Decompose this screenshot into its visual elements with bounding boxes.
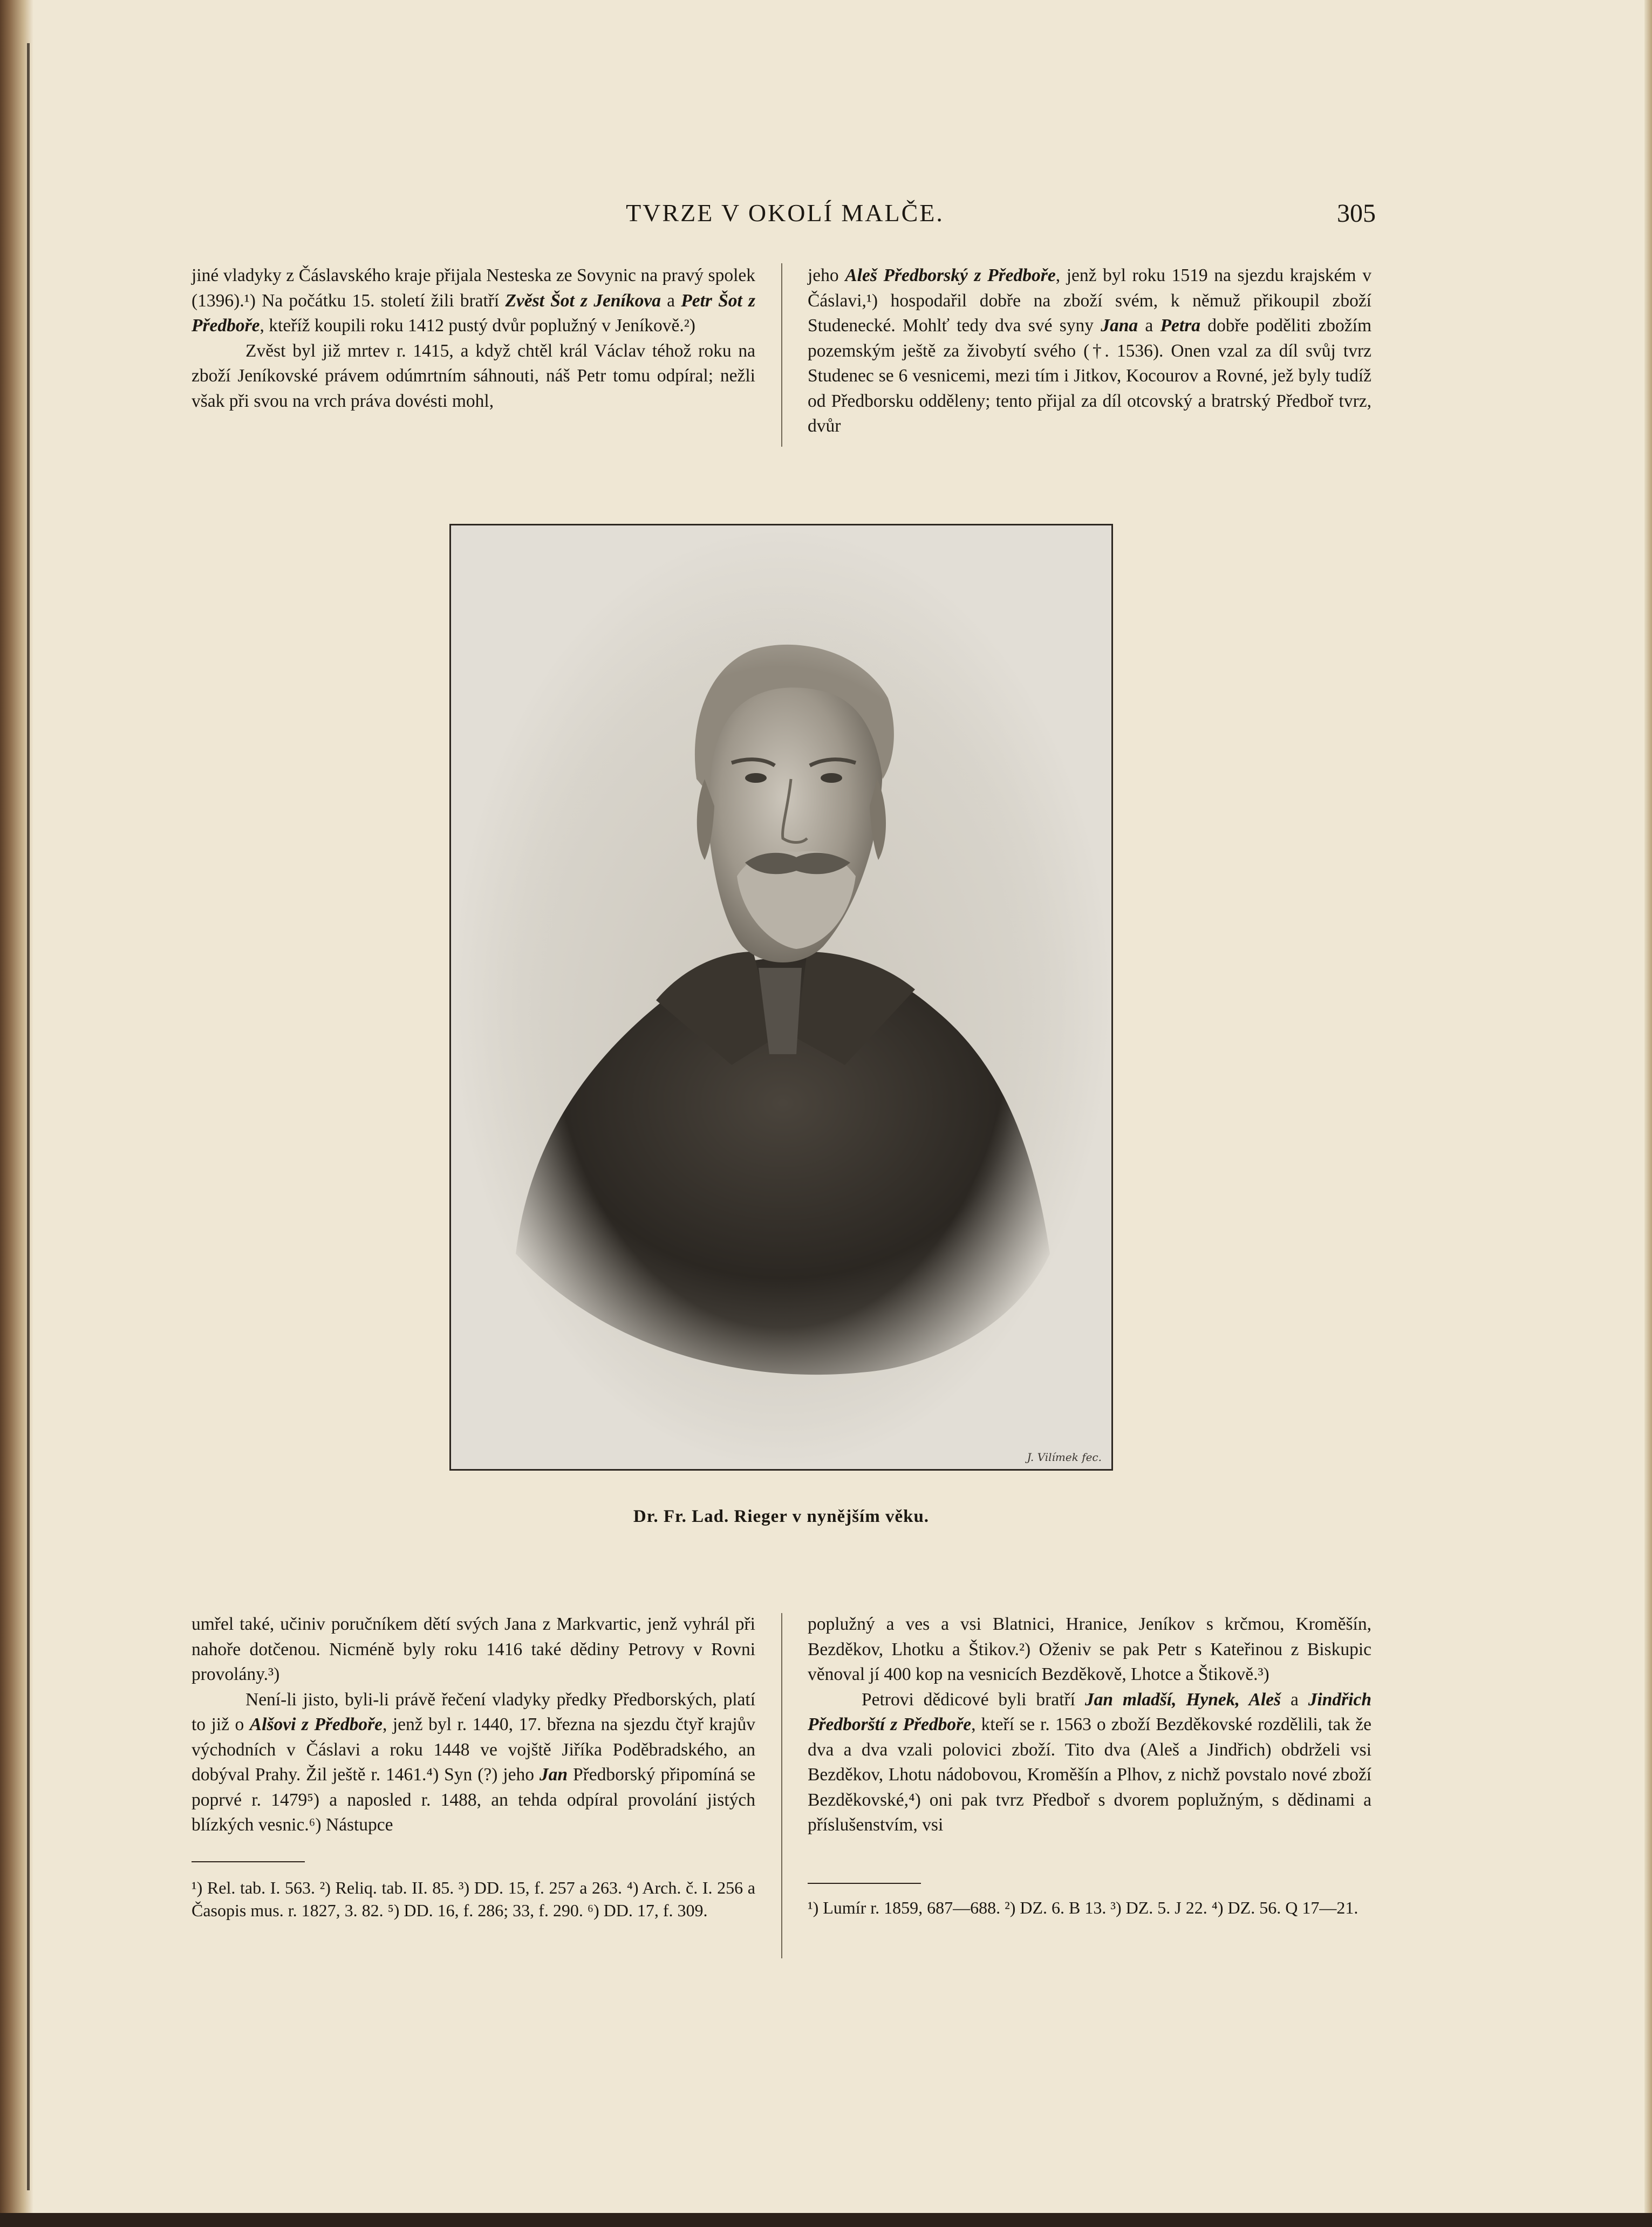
top-left-column: [192, 263, 755, 414]
paragraph: jeho Aleš Předborský z Předboře, jenž byl roku 1519 na sjezdu krajském v Čáslavi,¹) hospodařil dobře na zboží svém, k němuž přikoupil zboží Studenecké. Mohlť tedy dva své syny Jana a Petra dobře poděliti zbožím pozemským ještě za živobytí svého (†. 1536). Onen vzal za díl svůj tvrz Studenec se 6 vesnicemi, mezi tím i Jitkov, Kocourov a Rovné, jež byly tudíž od Předborsku odděleny; tento přijal za díl otcovský a bratrský Předboř tvrz, dvůr: [808, 265, 1372, 436]
footnotes-left: ¹) Rel. tab. I. 563. ²) Reliq. tab. II. 85. ³) DD. 15, f. 257 a 263. ⁴) Arch. č. I. 256 a Časopis mus. r. 1827, 3. 82. ⁵) DD. 16, f. 286; 33, f. 290. ⁶) DD. 17, f. 309.: [192, 1878, 755, 1920]
paragraph: Petrovi dědicové byli bratří Jan mladší, Hynek, Aleš a Jindřich Předborští z Předboře, kteří se r. 1563 o zboží Bezděkovské rozdělili, tak že dva a dva vzali polovici zboží. Tito dva (Aleš a Jindřich) obdrželi vsi Bezděkov, Lhotu nádobovou, Kroměšín a Plhov, z nichž povstalo nové zboží Bezděkovské,⁴) oni pak tvrz Předboř s dvorem poplužným, s dědinami a příslušenstvím, vsi: [808, 1689, 1371, 1835]
top-right-column: [808, 263, 1371, 439]
bottom-left-column: [192, 1612, 755, 1838]
paragraph: Zvěst byl již mrtev r. 1415, a když chtěl král Václav téhož roku na zboží Jeníkovské právem odúmrtním sáhnouti, náš Petr tomu odpíral; nežli však při svou na vrch práva dovésti mohl,: [192, 340, 755, 411]
column-divider: [781, 1613, 782, 1958]
binding-line: [27, 43, 30, 2190]
page-number: 305: [1337, 199, 1376, 228]
photographer-signature: J. Vilímek fec.: [1027, 1451, 1102, 1464]
paragraph: jiné vladyky z Čáslavského kraje přijala Nesteska ze Sovynic na pravý spolek (1396).¹) Na počátku 15. století žili bratří Zvěst Šot z Jeníkova a Petr Šot z Předboře, kteříž koupili roku 1412 pustý dvůr poplužný v Jeníkově.²): [192, 265, 756, 336]
footnote-separator: [808, 1883, 921, 1884]
footnotes-right: ¹) Lumír r. 1859, 687—688. ²) DZ. 6. B 13. ³) DZ. 5. J 22. ⁴) DZ. 56. Q 17—21.: [808, 1898, 1359, 1917]
figure-caption: Dr. Fr. Lad. Rieger v nynějším věku.: [633, 1507, 930, 1526]
paragraph: poplužný a ves a vsi Blatnici, Hranice, Jeníkov s krčmou, Kroměšín, Bezděkov, Lhotku a Štikov.²) Oženiv se pak Petr s Kateřinou z Biskupic věnoval jí 400 kop na vesnicích Bezděkově, Lhotce a Štikově.³): [808, 1614, 1371, 1684]
paragraph: Není-li jisto, byli-li právě řečení vladyky předky Předborských, platí to již o Alšovi z Předboře, jenž byl r. 1440, 17. března na sjezdu čtyř krajův východních v Čáslavi a roku 1448 ve vojště Jiříka Poděbradského, an dobýval Prahy. Žil ještě r. 1461.⁴) Syn (?) jeho Jan Předborský připomíná se poprvé r. 1479⁵) a naposled r. 1488, an tehda odpíral provolání jistých blízkých vesnic.⁶) Nástupce: [192, 1689, 756, 1835]
running-header: [194, 199, 1376, 236]
portrait-photo: [449, 524, 1113, 1471]
footnote-separator: [192, 1861, 305, 1862]
paragraph: umřel také, učiniv poručníkem dětí svých Jana z Markvartic, jenž vyhrál při nahoře dotčenou. Nicméně byly roku 1416 také dědiny Petrovy v Rovni provolány.³): [192, 1614, 755, 1684]
page-edge-right: [1644, 0, 1652, 2227]
page-edge-bottom: [0, 2213, 1652, 2227]
running-title: TVRZE V OKOLÍ MALČE.: [626, 199, 944, 227]
column-divider: [781, 263, 782, 447]
portrait-image: [451, 525, 1111, 1469]
bottom-right-column: [808, 1612, 1371, 1838]
